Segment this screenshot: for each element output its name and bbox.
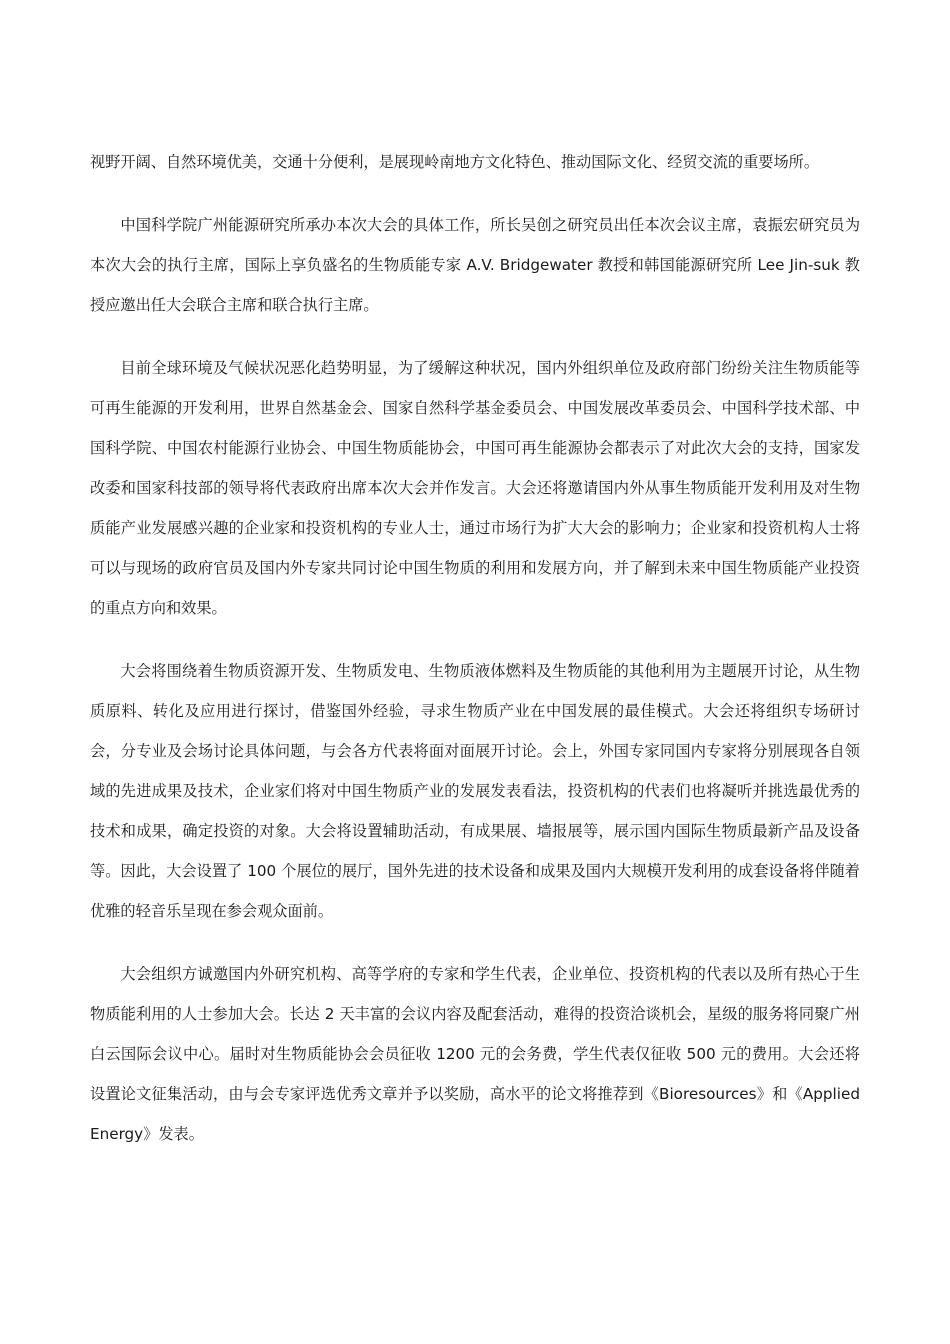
paragraph-conference-topics: 大会将围绕着生物质资源开发、生物质发电、生物质液体燃料及生物质能的其他利用为主题展开讨论，从生物质原料、转化及应用进行探讨，借鉴国外经验，寻求生物质产业在中国发展的最佳模式。大会还将组织专场研讨会，分专业及会场讨论具体问题，与会各方代表将面对面展开讨论。会上，外国专家同国内专家将分别展现各自领域的先进成果及技术，企业家们将对中国生物质产业的发展发表看法，投资机构的代表们也将凝听并挑选最优秀的技术和成果，确定投资的对象。大会将设置辅助活动，有成果展、墙报展等，展示国内国际生物质最新产品及设备等。因此，大会设置了 100 个展位的展厅，国外先进的技术设备和成果及国内大规模开发利用的成套设备将伴随着优雅的轻音乐呈现在参会观众面前。 — [90, 662, 860, 920]
paragraph-organizers: 中国科学院广州能源研究所承办本次大会的具体工作，所长吴创之研究员出任本次会议主席，袁振宏研究员为本次大会的执行主席，国际上享负盛名的生物质能专家 A.V. Bridgewater 教授和韩国能源研究所 Lee Jin-suk 教授应邀出任大会联合主席和联合执行主席。 — [90, 216, 860, 314]
paragraph-background-support: 目前全球环境及气候状况恶化趋势明显，为了缓解这种状况，国内外组织单位及政府部门纷纷关注生物质能等可再生能源的开发利用，世界自然基金会、国家自然科学基金委员会、中国发展改革委员会、中国科学技术部、中国科学院、中国农村能源行业协会、中国生物质能协会，中国可再生能源协会都表示了对此次大会的支持，国家发改委和国家科技部的领导将代表政府出席本次大会并作发言。大会还将邀请国内外从事生物质能开发利用及对生物质能产业发展感兴趣的企业家和投资机构的专业人士，通过市场行为扩大大会的影响力；企业家和投资机构人士将可以与现场的政府官员及国内外专家共同讨论中国生物质的利用和发展方向，并了解到未来中国生物质能产业投资的重点方向和效果。 — [90, 359, 860, 617]
document-body — [90, 142, 860, 1177]
paragraph-invitation-fees: 大会组织方诚邀国内外研究机构、高等学府的专家和学生代表，企业单位、投资机构的代表以及所有热心于生物质能利用的人士参加大会。长达 2 天丰富的会议内容及配套活动，难得的投资洽谈机会，星级的服务将同聚广州白云国际会议中心。届时对生物质能协会会员征收 1200 元的会务费，学生代表仅征收 500 元的费用。大会还将设置论文征集活动，由与会专家评选优秀文章并予以奖励，高水平的论文将推荐到《Bioresources》和《Applied Energy》发表。 — [90, 965, 860, 1143]
paragraph-venue-continuation: 视野开阔、自然环境优美，交通十分便利，是展现岭南地方文化特色、推动国际文化、经贸交流的重要场所。 — [90, 153, 819, 171]
